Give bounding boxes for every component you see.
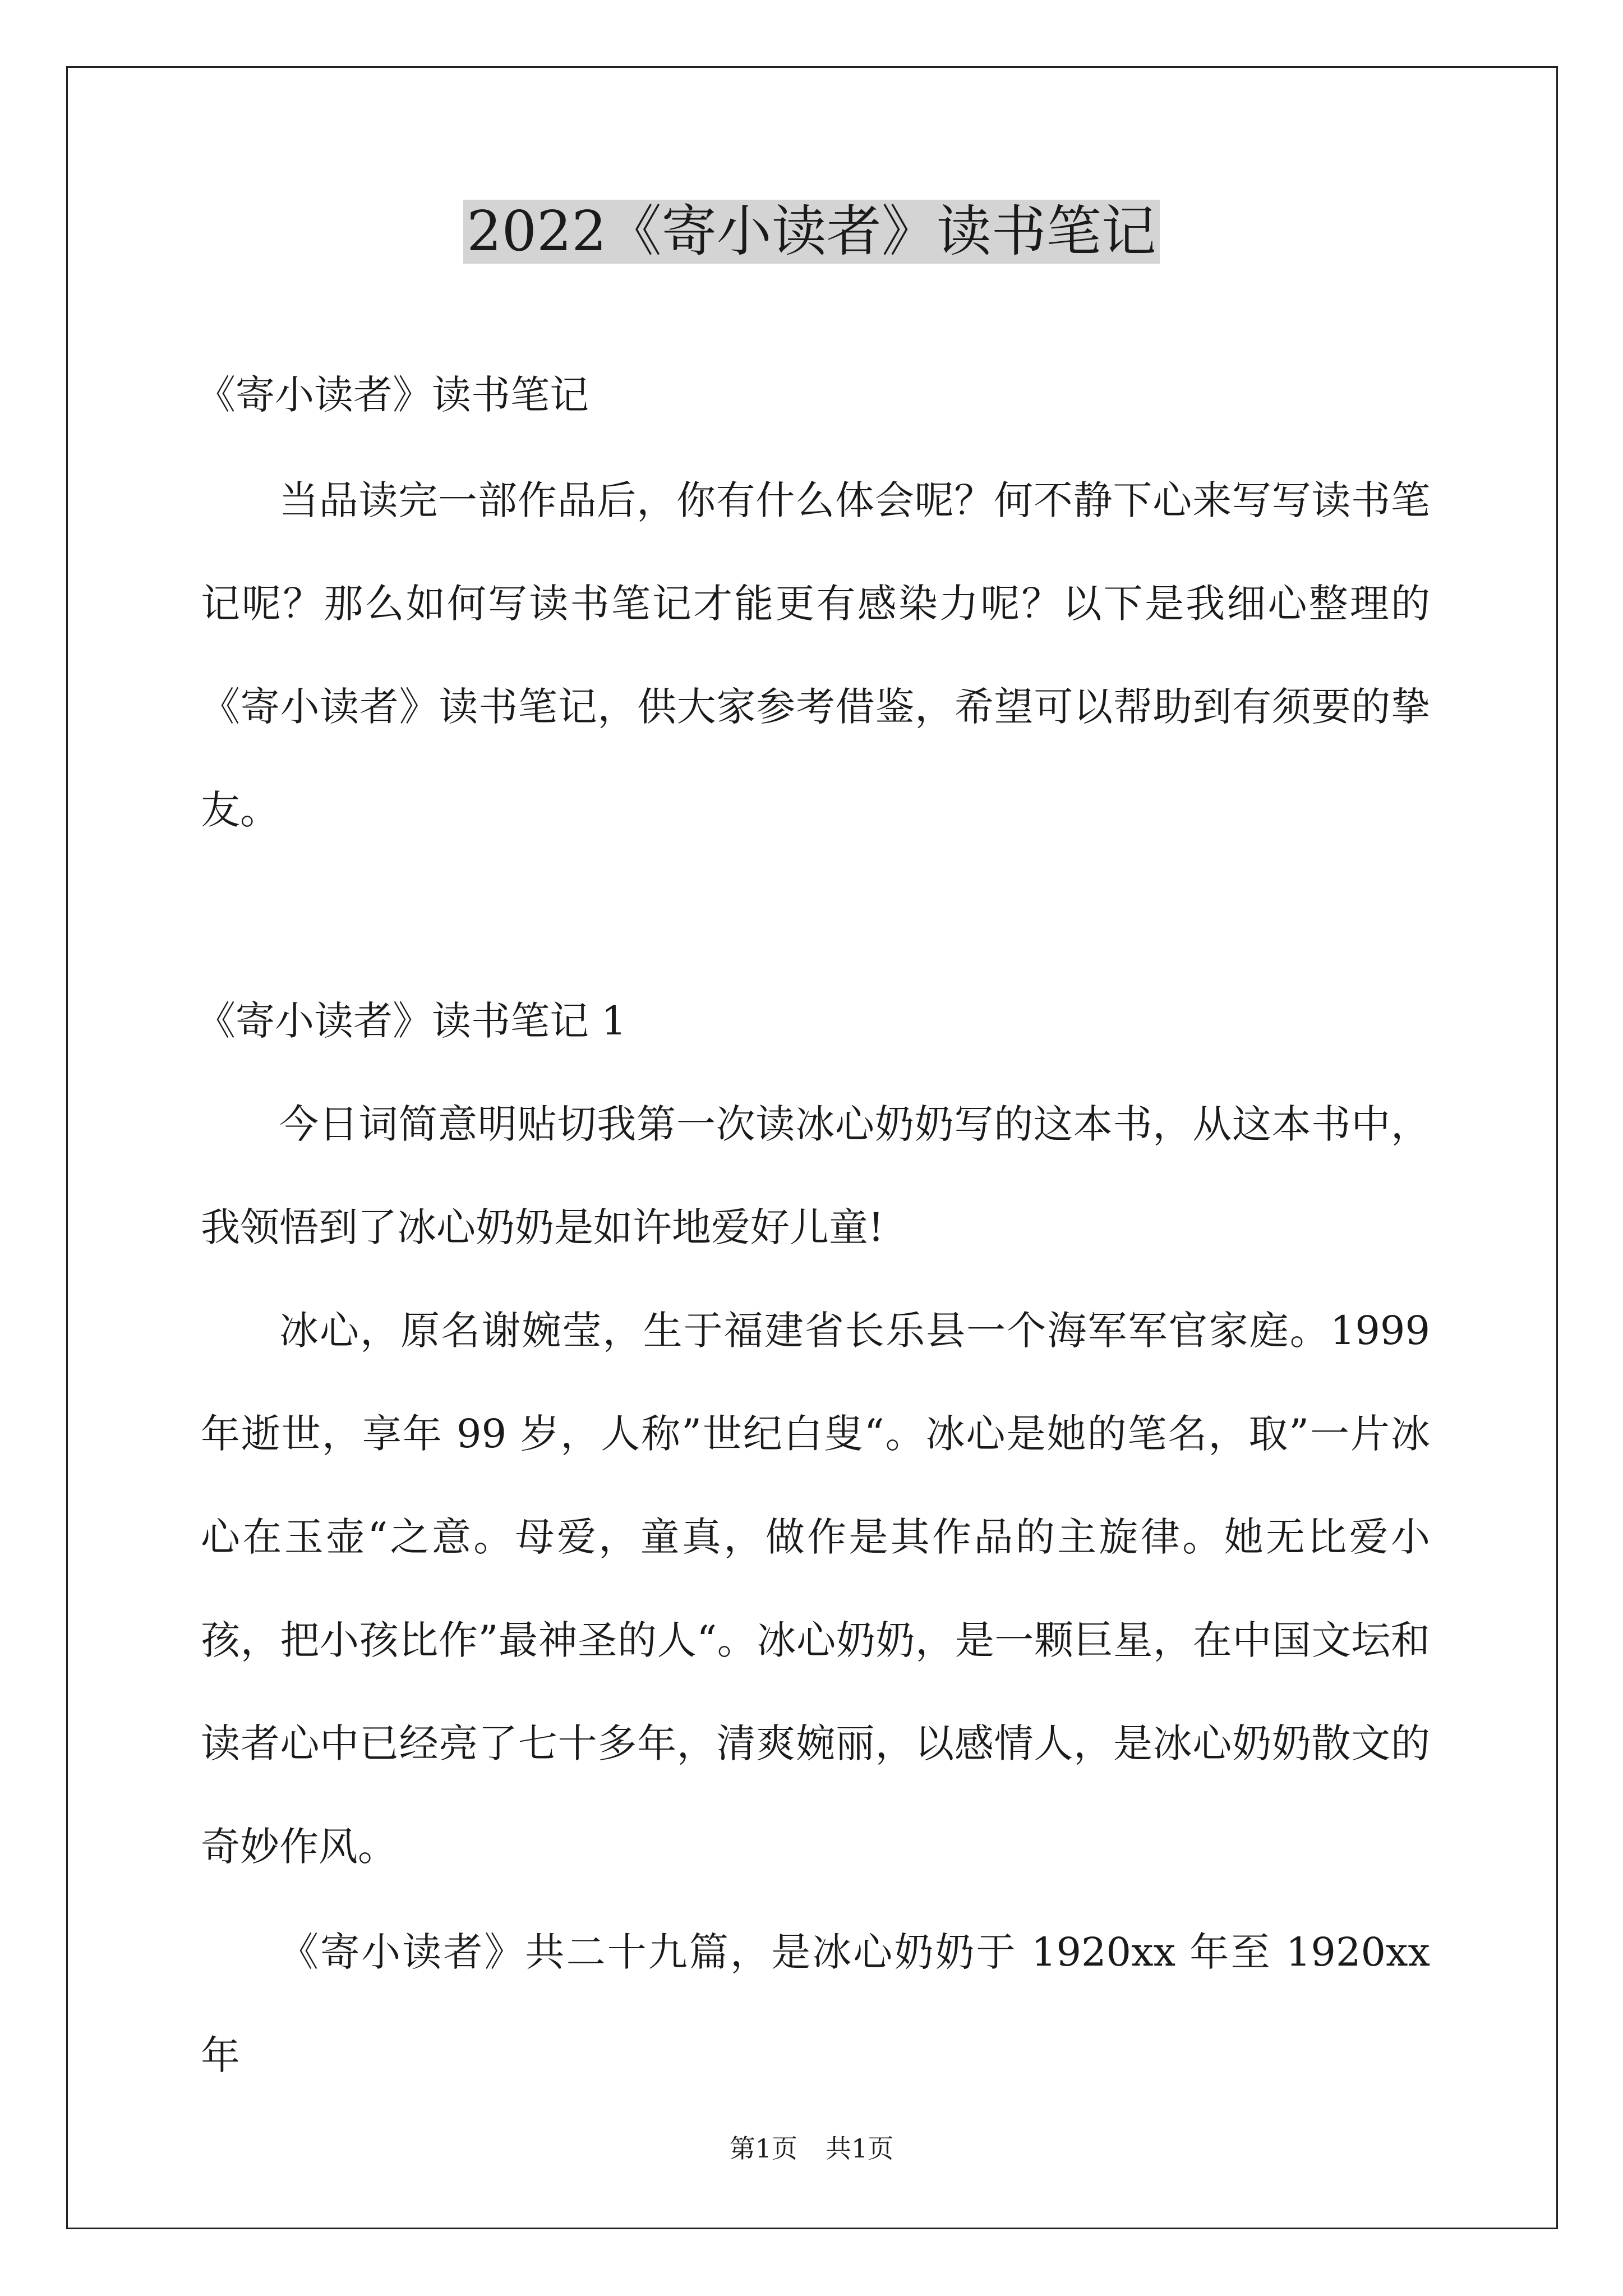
section1-paragraph-3: 《寄小读者》共二十九篇，是冰心奶奶于 1920xx 年至 1920xx 年	[201, 1929, 1430, 2078]
document-title	[0, 195, 1623, 268]
page-number-total: 共1页	[826, 2133, 894, 2164]
section1-heading: 《寄小读者》读书笔记 1	[196, 998, 626, 1044]
document-title-text: 2022《寄小读者》读书笔记	[463, 200, 1159, 264]
section1-paragraph-2: 冰心，原名谢婉莹，生于福建省长乐县一个海军军官家庭。1999 年逝世，享年 99 岁，人称”世纪白叟“。冰心是她的笔名，取”一片冰心在玉壶“之意。母爱，童真，做作是其作品的主旋律。她无比爱小孩，把小孩比作”最神圣的人“。冰心奶奶，是一颗巨星，在中国文坛和读者心中已经亮了七十多年，清爽婉丽，以感情人，是冰心奶奶散文的奇妙作风。	[201, 1308, 1430, 1870]
page-footer	[0, 2132, 1623, 2165]
intro-paragraph: 当品读完一部作品后，你有什么体会呢？何不静下心来写写读书笔记呢？那么如何写读书笔记才能更有感染力呢？以下是我细心整理的《寄小读者》读书笔记，供大家参考借鉴，希望可以帮助到有须要的挚友。	[201, 477, 1430, 833]
section1-paragraph-1: 今日词简意明贴切我第一次读冰心奶奶写的这本书，从这本书中，我领悟到了冰心奶奶是如许地爱好儿童!	[201, 1101, 1430, 1250]
page-number-current: 第1页	[729, 2133, 797, 2164]
document-subtitle: 《寄小读者》读书笔记	[196, 372, 589, 418]
